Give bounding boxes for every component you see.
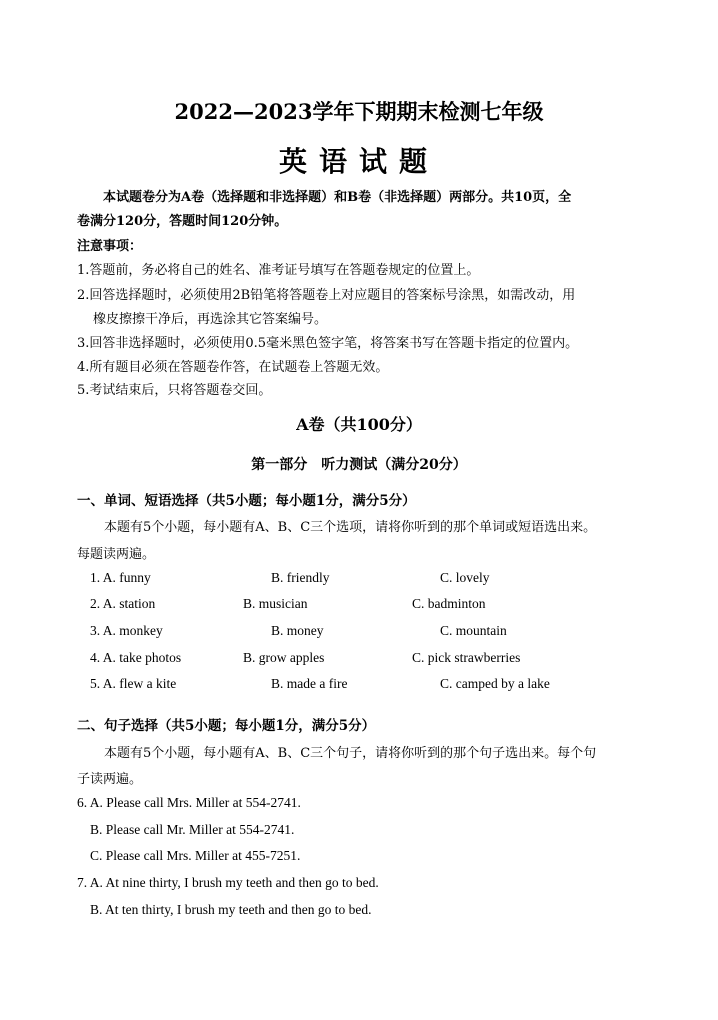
- notice-item: 1.答题前，务必将自己的姓名、准考证号填写在答题卷规定的位置上。: [77, 263, 480, 278]
- exam-title: 2022—2023学年下期期末检测七年级: [174, 99, 544, 124]
- section2-heading: 二、句子选择（共5小题；每小题1分，满分5分）: [77, 718, 376, 734]
- option-c: C. pick strawberries: [412, 650, 521, 665]
- option-a: 4. A. take photos: [90, 650, 182, 665]
- option-b: B. friendly: [271, 570, 330, 585]
- notice-item: 橡皮擦擦干净后，再选涂其它答案编号。: [93, 312, 328, 327]
- sentence-option: 6. A. Please call Mrs. Miller at 554-2741.: [77, 795, 301, 810]
- option-c: C. lovely: [440, 570, 490, 585]
- notice-item: 4.所有题目必须在答题卷作答，在试题卷上答题无效。: [77, 360, 389, 375]
- notice-heading: 注意事项：: [77, 239, 143, 254]
- option-a: 3. A. monkey: [90, 623, 163, 638]
- option-b: B. grow apples: [243, 650, 325, 665]
- sentence-option: C. Please call Mrs. Miller at 455-7251.: [90, 848, 301, 863]
- sentence-option: B. Please call Mr. Miller at 554-2741.: [90, 822, 295, 837]
- option-a: 2. A. station: [90, 596, 156, 611]
- subject-title: 英语试题: [278, 145, 439, 178]
- intro-line-1: 本试题卷分为A卷（选择题和非选择题）和B卷（非选择题）两部分。共10页，全: [103, 190, 572, 205]
- notice-item: 2.回答选择题时，必须使用2B铅笔将答题卷上对应题目的答案标号涂黑，如需改动，用: [77, 288, 576, 303]
- option-c: C. mountain: [440, 623, 507, 638]
- option-b: B. money: [271, 623, 324, 638]
- section1-instruction-1: 本题有5个小题，每小题有A、B、C三个选项，请将你听到的那个单词或短语选出来。: [104, 520, 597, 535]
- option-c: C. camped by a lake: [440, 676, 550, 691]
- option-c: C. badminton: [412, 596, 486, 611]
- notice-item: 3.回答非选择题时，必须使用0.5毫米黑色签字笔，将答案书写在答题卡指定的位置内。: [77, 336, 579, 351]
- option-a: 5. A. flew a kite: [90, 676, 177, 691]
- section2-instruction-1: 本题有5个小题，每小题有A、B、C三个句子，请将你听到的那个句子选出来。每个句: [104, 746, 597, 761]
- section-a-title: A卷（共100分）: [296, 415, 422, 434]
- notice-item: 5.考试结束后，只将答题卷交回。: [77, 383, 272, 398]
- section1-heading: 一、单词、短语选择（共5小题；每小题1分，满分5分）: [77, 493, 416, 509]
- option-a: 1. A. funny: [90, 570, 151, 585]
- part1-title: 第一部分 听力测试（满分20分）: [251, 457, 467, 473]
- intro-line-2: 卷满分120分，答题时间120分钟。: [77, 214, 288, 229]
- section1-instruction-2: 每题读两遍。: [77, 547, 156, 562]
- sentence-option: B. At ten thirty, I brush my teeth and then go to bed.: [90, 902, 372, 917]
- sentence-option: 7. A. At nine thirty, I brush my teeth and then go to bed.: [77, 875, 379, 890]
- option-b: B. musician: [243, 596, 308, 611]
- option-b: B. made a fire: [271, 676, 348, 691]
- section2-instruction-2: 子读两遍。: [77, 772, 143, 787]
